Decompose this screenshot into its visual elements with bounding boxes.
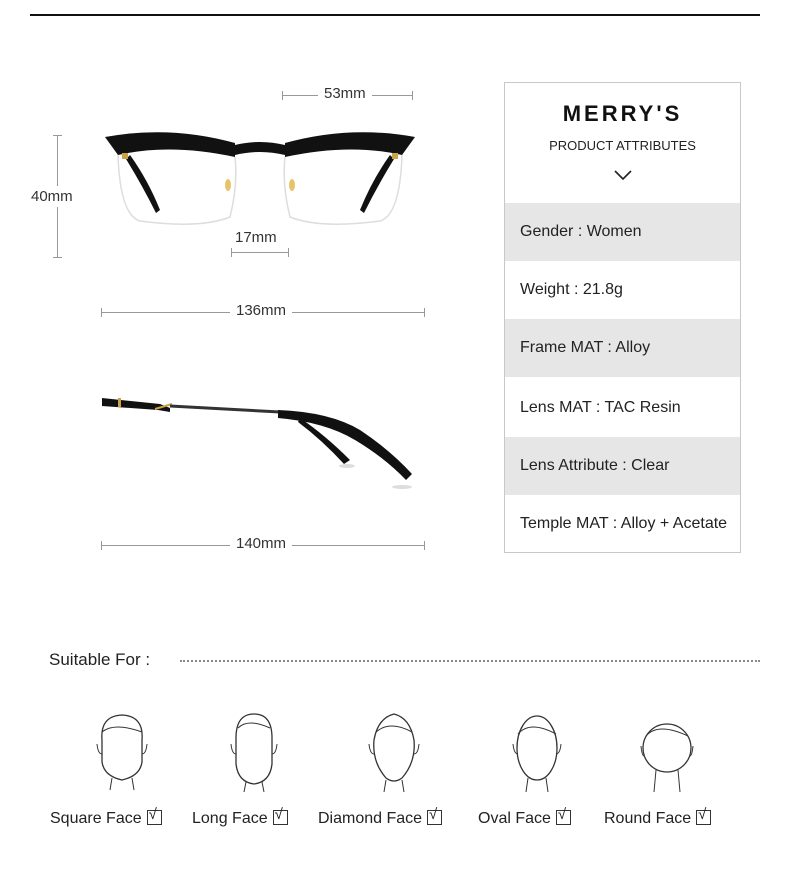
face-label-long: Long Face √ [192,810,288,828]
attr-frame-mat: Frame MAT : Alloy [505,319,740,377]
checkbox-icon: √ [147,810,162,825]
suitable-heading: Suitable For : [49,650,151,669]
tick [101,308,102,317]
attr-lens-attribute: Lens Attribute : Clear [505,437,740,495]
tick [101,541,102,550]
attr-gender: Gender : Women [505,203,740,261]
temple-length-label: 140mm [230,535,292,552]
face-label-round: Round Face √ [604,810,711,828]
glasses-front-icon [100,125,420,235]
checkbox-icon: √ [273,810,288,825]
glasses-side-icon [100,390,420,490]
tick [53,135,62,136]
bridge-label: 17mm [235,229,277,246]
diamond-face-icon [364,710,424,792]
attr-lens-mat: Lens MAT : TAC Resin [520,399,681,416]
tick [53,257,62,258]
frame-width-label: 136mm [230,302,292,319]
chevron-down-icon [613,169,633,181]
attr-temple-mat: Temple MAT : Alloy + Acetate [520,515,728,532]
tick [412,91,413,100]
square-face-icon [94,710,150,792]
lens-width-label: 53mm [318,85,372,102]
bridge-line [231,252,289,253]
lens-height-label: 40mm [25,186,79,207]
tick [424,541,425,550]
checkbox-icon: √ [696,810,711,825]
checkbox-icon: √ [427,810,442,825]
tick [288,248,289,257]
face-label-oval: Oval Face √ [478,810,571,828]
long-face-icon [226,710,282,792]
checkbox-icon: √ [556,810,571,825]
dotted-divider [180,660,760,662]
tick [424,308,425,317]
attributes-title: PRODUCT ATTRIBUTES [549,138,696,153]
product-attributes-panel [504,82,741,553]
face-label-diamond: Diamond Face √ [318,810,442,828]
brand-logo: MERRY'S [562,101,683,126]
face-label-square: Square Face √ [50,810,162,828]
attr-weight: Weight : 21.8g [520,281,623,298]
oval-face-icon [508,710,566,792]
top-divider [30,14,760,16]
round-face-icon [638,710,696,792]
tick [231,248,232,257]
tick [282,91,283,100]
